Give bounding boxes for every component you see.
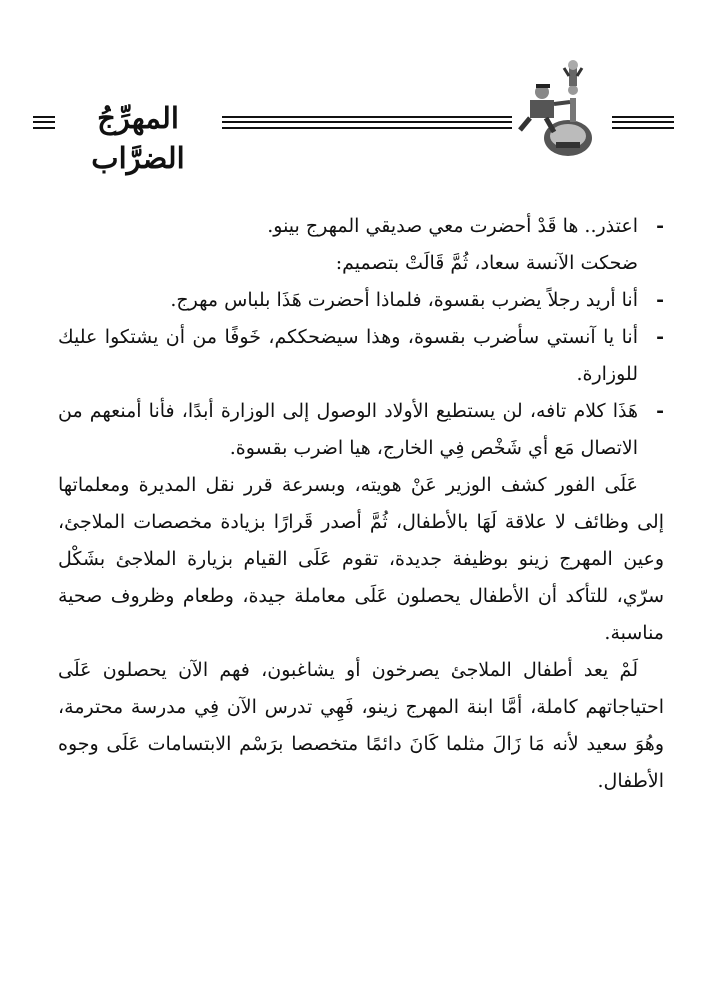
narration-paragraph: لَمْ يعد أطفال الملاجئ يصرخون أو يشاغبون، فهم الآن يحصلون عَلَى احتياجاتهم كاملة، أمَّا ابنة المهرج زينو، فَهِي تدرس الآن فِي مدرسة محترمة، وهُوَ سعيد لأنه مَا زَالَ مثلما كَانَ دائمًا متخصصا برَسْم الابتسامات عَلَى وجوه الأطفال. [58, 659, 664, 792]
chapter-header [0, 58, 720, 175]
juggling-clowns-icon [516, 58, 608, 158]
narration-paragraph: عَلَى الفور كشف الوزير عَنْ هويته، وبسرعة قرر نقل المديرة ومعلماتها إلى وظائف لا علاقة لَهَا بالأطفال، ثُمَّ أصدر قَرارًا بزيادة مخصصات الملاجئ، وعين المهرج زينو بوظيفة جديدة، تقوم عَلَى القيام بزيارة الملاجئ بشَكْل سرّي، للتأكد أن الأطفال يحصلون عَلَى معاملة جيدة، وطعام وظروف صحية مناسبة. [58, 474, 664, 644]
header-rule-right [612, 116, 674, 129]
dialogue-line: - اعتذر.. ها قَدْ أحضرت معي صديقي المهرج بينو. [58, 208, 664, 245]
header-rule-left [33, 116, 55, 129]
dialogue-line: - هَذَا كلام تافه، لن يستطيع الأولاد الوصول إلى الوزارة أبدًا، فأنا أمنعهم من الاتصال مَع أي شَخْص فِي الخارج، هيا اضرب بقسوة. [58, 393, 664, 467]
header-rule-middle [222, 116, 512, 129]
dialogue-line: - أنا يا آنستي سأضرب بقسوة، وهذا سيضحككم، خَوفًا من أن يشتكوا عليك للوزارة. [58, 319, 664, 393]
story-text [58, 208, 664, 800]
narration-line: ضحكت الآنسة سعاد، ثُمَّ قَالَتْ بتصميم: [335, 252, 638, 274]
dialogue-line: - أنا أريد رجلاً يضرب بقسوة، فلماذا أحضرت هَذَا بلباس مهرج. [58, 282, 664, 319]
chapter-title: المهرِّجُ الضرَّاب [91, 101, 185, 175]
